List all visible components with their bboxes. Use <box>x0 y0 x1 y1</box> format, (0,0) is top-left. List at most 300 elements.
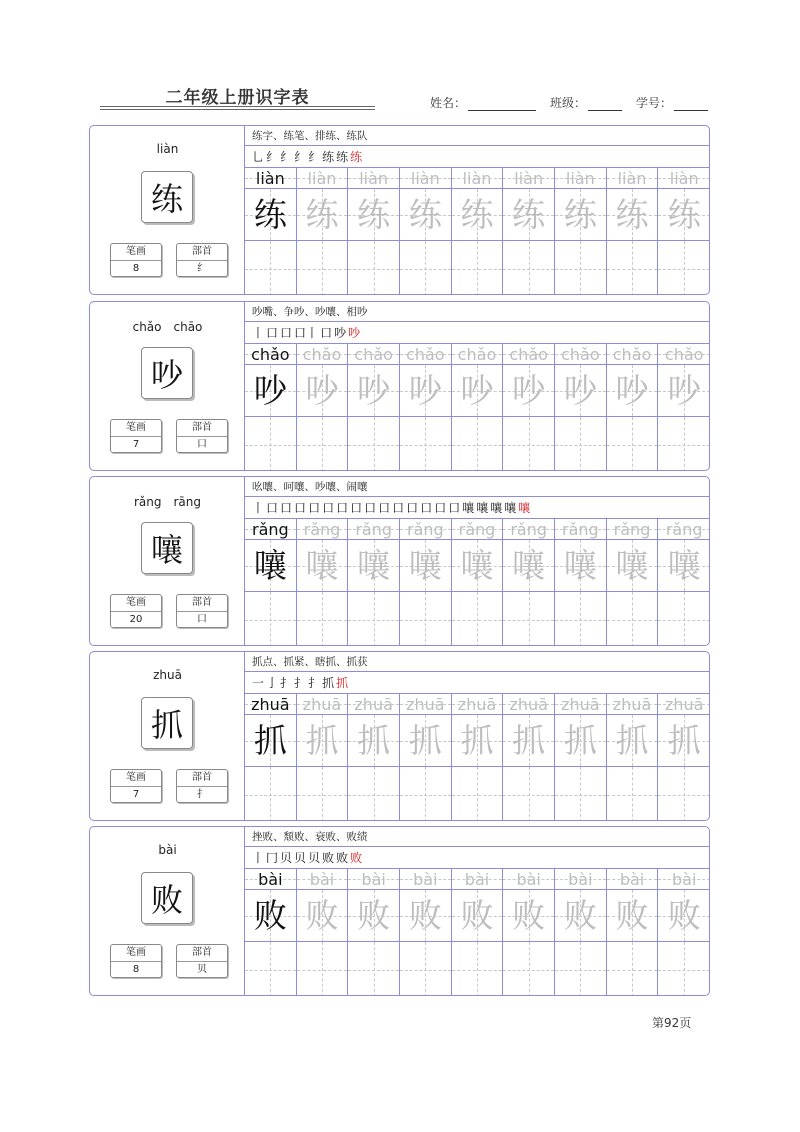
practice-character-cell[interactable] <box>400 540 451 592</box>
stroke-step: 嚷 <box>476 501 489 515</box>
radical-box <box>176 944 228 978</box>
stroke-step: 口 <box>336 501 349 515</box>
practice-pinyin: rǎng <box>510 520 548 539</box>
strokes-box <box>110 769 162 803</box>
practice-pinyin-cell[interactable] <box>607 869 658 890</box>
practice-pinyin-cell[interactable] <box>658 344 710 365</box>
practice-character: 败 <box>512 896 546 935</box>
practice-pinyin: zhuā <box>664 695 704 714</box>
practice-character: 嚷 <box>357 546 391 585</box>
blank-writing-cell[interactable] <box>658 417 710 471</box>
practice-character-cell[interactable] <box>452 189 503 241</box>
practice-column <box>400 869 452 996</box>
strokes-value: 7 <box>132 789 140 800</box>
practice-character: 抓 <box>253 721 287 760</box>
practice-column <box>607 344 659 471</box>
practice-column <box>555 519 607 646</box>
practice-grid <box>245 869 710 996</box>
blank-writing-cell[interactable] <box>297 417 348 471</box>
blank-writing-cell[interactable] <box>400 241 451 295</box>
stroke-order <box>245 322 710 344</box>
practice-column <box>503 168 555 295</box>
blank-writing-cell[interactable] <box>348 942 399 996</box>
practice-pinyin-cell[interactable] <box>555 344 606 365</box>
practice-pinyin: rǎng <box>406 520 444 539</box>
practice-character-cell[interactable] <box>348 890 399 942</box>
strokes-value: 20 <box>129 614 143 625</box>
practice-column <box>607 869 659 996</box>
practice-pinyin-cell[interactable] <box>607 694 658 715</box>
practice-character-cell[interactable] <box>297 715 348 767</box>
practice-column <box>245 694 297 821</box>
stroke-step: 口 <box>364 501 377 515</box>
practice-pinyin-cell[interactable] <box>297 869 348 890</box>
card-info-panel <box>90 302 245 470</box>
practice-column <box>297 694 349 821</box>
character-card <box>89 301 710 471</box>
practice-pinyin-cell[interactable] <box>503 168 554 189</box>
page-number: 第92页 <box>652 1016 692 1030</box>
stroke-step: 冂 <box>266 851 279 865</box>
practice-pinyin-cell[interactable] <box>245 168 296 189</box>
character-card <box>89 826 710 996</box>
stroke-step: 口 <box>280 501 293 515</box>
blank-writing-cell[interactable] <box>555 942 606 996</box>
practice-column <box>658 694 710 821</box>
practice-character: 吵 <box>357 371 391 410</box>
stroke-step: 口 <box>420 501 433 515</box>
stroke-step: 练 <box>350 150 363 164</box>
stroke-order <box>245 497 710 519</box>
practice-character-cell[interactable] <box>245 715 296 767</box>
card-info-panel <box>90 126 245 294</box>
practice-character-cell[interactable] <box>555 189 606 241</box>
blank-writing-cell[interactable] <box>245 592 296 646</box>
practice-pinyin-cell[interactable] <box>555 519 606 540</box>
practice-character: 练 <box>563 195 597 234</box>
practice-pinyin-cell[interactable] <box>245 344 296 365</box>
blank-writing-cell[interactable] <box>245 241 296 295</box>
stroke-step: 扌 <box>294 676 307 690</box>
practice-pinyin-cell[interactable] <box>658 519 710 540</box>
stroke-step: 扌 <box>280 676 293 690</box>
practice-character: 败 <box>667 896 701 935</box>
practice-character-cell[interactable] <box>658 890 710 942</box>
practice-character-cell[interactable] <box>503 365 554 417</box>
practice-pinyin-cell[interactable] <box>348 168 399 189</box>
practice-pinyin-cell[interactable] <box>297 344 348 365</box>
practice-pinyin-cell[interactable] <box>607 344 658 365</box>
practice-pinyin-cell[interactable] <box>400 344 451 365</box>
example-words: 吆嚷、呵嚷、吵嚷、闹嚷 <box>245 477 710 497</box>
practice-character: 败 <box>615 896 649 935</box>
practice-character: 败 <box>357 896 391 935</box>
practice-column <box>555 869 607 996</box>
practice-character-cell[interactable] <box>297 189 348 241</box>
blank-writing-cell[interactable] <box>452 942 503 996</box>
blank-writing-cell[interactable] <box>607 241 658 295</box>
practice-pinyin: liàn <box>669 169 699 188</box>
practice-pinyin-cell[interactable] <box>297 519 348 540</box>
practice-pinyin: rǎng <box>665 520 703 539</box>
practice-pinyin-cell[interactable] <box>348 869 399 890</box>
class-blank[interactable] <box>588 98 622 111</box>
practice-character: 嚷 <box>253 546 287 585</box>
practice-column <box>503 519 555 646</box>
radical-box <box>176 594 228 628</box>
practice-character: 败 <box>408 896 442 935</box>
strokes-label: 笔画 <box>111 244 161 261</box>
practice-pinyin-cell[interactable] <box>452 694 503 715</box>
practice-character: 败 <box>253 896 287 935</box>
practice-character: 练 <box>667 195 701 234</box>
blank-writing-cell[interactable] <box>607 942 658 996</box>
stroke-step: 口 <box>266 326 279 340</box>
practice-character-cell[interactable] <box>503 189 554 241</box>
practice-pinyin: bài <box>619 870 645 889</box>
practice-pinyin-cell[interactable] <box>607 168 658 189</box>
practice-character-cell[interactable] <box>658 365 710 417</box>
practice-column <box>297 869 349 996</box>
name-blank[interactable] <box>468 98 536 111</box>
practice-character: 抓 <box>408 721 442 760</box>
practice-pinyin-cell[interactable] <box>555 869 606 890</box>
practice-pinyin-cell[interactable] <box>245 869 296 890</box>
practice-pinyin-cell[interactable] <box>452 168 503 189</box>
blank-writing-cell[interactable] <box>452 592 503 646</box>
strokes-box <box>110 243 162 277</box>
blank-writing-cell[interactable] <box>452 767 503 821</box>
practice-pinyin-cell[interactable] <box>348 694 399 715</box>
practice-character-cell[interactable] <box>658 715 710 767</box>
practice-pinyin: rǎng <box>251 520 289 539</box>
card-info-panel <box>90 477 245 645</box>
practice-character: 练 <box>408 195 442 234</box>
radical-box <box>176 243 228 277</box>
practice-pinyin-cell[interactable] <box>503 694 554 715</box>
blank-writing-cell[interactable] <box>658 592 710 646</box>
stroke-step: 口 <box>266 501 279 515</box>
practice-character-cell[interactable] <box>297 540 348 592</box>
stroke-step: 纟 <box>294 150 307 164</box>
practice-grid <box>245 694 710 821</box>
practice-character: 练 <box>357 195 391 234</box>
stroke-step: 亅 <box>266 676 279 690</box>
practice-character-cell[interactable] <box>607 715 658 767</box>
practice-column <box>245 168 297 295</box>
stroke-order <box>245 847 710 869</box>
practice-character-cell[interactable] <box>658 189 710 241</box>
practice-character-cell[interactable] <box>555 890 606 942</box>
practice-character-cell[interactable] <box>400 890 451 942</box>
practice-character-cell[interactable] <box>555 715 606 767</box>
stroke-step: 口 <box>308 501 321 515</box>
practice-pinyin: chǎo <box>406 345 445 364</box>
practice-character-cell[interactable] <box>607 540 658 592</box>
practice-character-cell[interactable] <box>452 365 503 417</box>
practice-pinyin-cell[interactable] <box>400 519 451 540</box>
stroke-step: 口 <box>320 326 333 340</box>
practice-pinyin-cell[interactable] <box>555 694 606 715</box>
practice-column <box>348 694 400 821</box>
practice-column <box>607 168 659 295</box>
practice-character-cell[interactable] <box>245 540 296 592</box>
practice-character: 吵 <box>460 371 494 410</box>
stroke-order <box>245 146 710 168</box>
practice-character: 嚷 <box>563 546 597 585</box>
practice-character-cell[interactable] <box>245 365 296 417</box>
practice-pinyin: bài <box>258 870 283 889</box>
card-pinyin: chǎo chāo <box>132 320 203 334</box>
practice-pinyin: zhuā <box>561 695 600 714</box>
practice-pinyin-cell[interactable] <box>297 168 348 189</box>
practice-character: 败 <box>460 896 494 935</box>
blank-writing-cell[interactable] <box>245 767 296 821</box>
practice-character-cell[interactable] <box>503 715 554 767</box>
blank-writing-cell[interactable] <box>503 592 554 646</box>
card-info-panel <box>90 652 245 820</box>
strokes-box <box>110 594 162 628</box>
blank-writing-cell[interactable] <box>400 417 451 471</box>
practice-pinyin-cell[interactable] <box>607 519 658 540</box>
stroke-step: 抓 <box>336 676 349 690</box>
practice-pinyin: liàn <box>359 169 389 188</box>
practice-character-cell[interactable] <box>607 365 658 417</box>
radical-label: 部首 <box>177 595 227 612</box>
practice-column <box>607 694 659 821</box>
practice-pinyin-cell[interactable] <box>452 344 503 365</box>
practice-pinyin: rǎng <box>562 520 599 539</box>
practice-character-cell[interactable] <box>297 365 348 417</box>
blank-writing-cell[interactable] <box>348 592 399 646</box>
strokes-label: 笔画 <box>111 420 161 437</box>
practice-pinyin-cell[interactable] <box>658 694 710 715</box>
practice-column <box>400 519 452 646</box>
blank-writing-cell[interactable] <box>348 417 399 471</box>
practice-pinyin-cell[interactable] <box>400 694 451 715</box>
practice-pinyin: liàn <box>617 169 647 188</box>
practice-character-cell[interactable] <box>400 189 451 241</box>
practice-grid <box>245 344 710 471</box>
card-pinyin: bài <box>158 843 177 857</box>
practice-character-cell[interactable] <box>245 890 296 942</box>
practice-pinyin-cell[interactable] <box>658 168 710 189</box>
practice-pinyin-cell[interactable] <box>348 344 399 365</box>
card-character: 抓 <box>141 697 193 749</box>
practice-character-cell[interactable] <box>400 715 451 767</box>
stroke-step: 丨 <box>252 851 265 865</box>
practice-column <box>348 519 400 646</box>
blank-writing-cell[interactable] <box>503 241 554 295</box>
practice-character: 吵 <box>253 371 287 410</box>
blank-writing-cell[interactable] <box>503 417 554 471</box>
practice-pinyin-cell[interactable] <box>503 869 554 890</box>
radical-value: 纟 <box>197 263 207 274</box>
blank-writing-cell[interactable] <box>607 767 658 821</box>
stroke-step: 贝 <box>308 851 321 865</box>
blank-writing-cell[interactable] <box>555 767 606 821</box>
blank-writing-cell[interactable] <box>297 592 348 646</box>
radical-box <box>176 419 228 453</box>
practice-character-cell[interactable] <box>607 890 658 942</box>
practice-character: 练 <box>512 195 546 234</box>
example-words: 挫败、颓败、衰败、败绩 <box>245 827 710 847</box>
practice-column <box>400 344 452 471</box>
practice-pinyin: bài <box>309 870 335 889</box>
practice-character-cell[interactable] <box>297 890 348 942</box>
practice-pinyin-cell[interactable] <box>452 869 503 890</box>
blank-writing-cell[interactable] <box>400 592 451 646</box>
student-id-blank[interactable] <box>674 98 708 111</box>
radical-value: 口 <box>197 614 207 625</box>
blank-writing-cell[interactable] <box>452 241 503 295</box>
strokes-box <box>110 944 162 978</box>
practice-pinyin: rǎng <box>613 520 651 539</box>
blank-writing-cell[interactable] <box>297 767 348 821</box>
practice-character-cell[interactable] <box>245 189 296 241</box>
blank-writing-cell[interactable] <box>400 942 451 996</box>
practice-pinyin: bài <box>361 870 386 889</box>
practice-character-cell[interactable] <box>658 540 710 592</box>
practice-pinyin: bài <box>671 870 697 889</box>
practice-pinyin: liàn <box>255 169 285 188</box>
practice-pinyin-cell[interactable] <box>400 168 451 189</box>
card-practice-panel <box>245 827 710 995</box>
blank-writing-cell[interactable] <box>400 767 451 821</box>
practice-pinyin-cell[interactable] <box>555 168 606 189</box>
practice-character: 抓 <box>305 721 339 760</box>
card-practice-panel <box>245 126 710 294</box>
practice-character: 抓 <box>615 721 649 760</box>
practice-character: 吵 <box>408 371 442 410</box>
practice-character: 抓 <box>357 721 391 760</box>
practice-column <box>658 168 710 295</box>
practice-character: 败 <box>305 896 339 935</box>
practice-column <box>503 869 555 996</box>
stroke-step: 嚷 <box>518 501 531 515</box>
strokes-box <box>110 419 162 453</box>
practice-character: 嚷 <box>460 546 494 585</box>
blank-writing-cell[interactable] <box>658 241 710 295</box>
blank-writing-cell[interactable] <box>658 942 710 996</box>
practice-column <box>658 869 710 996</box>
practice-character-cell[interactable] <box>348 365 399 417</box>
practice-character-cell[interactable] <box>348 189 399 241</box>
stroke-step: 败 <box>350 851 363 865</box>
blank-writing-cell[interactable] <box>658 767 710 821</box>
stroke-step: 口 <box>280 326 293 340</box>
practice-character-cell[interactable] <box>503 540 554 592</box>
practice-character: 抓 <box>563 721 597 760</box>
practice-pinyin: chǎo <box>509 345 548 364</box>
blank-writing-cell[interactable] <box>503 942 554 996</box>
practice-pinyin-cell[interactable] <box>245 694 296 715</box>
practice-character: 吵 <box>563 371 597 410</box>
practice-character-cell[interactable] <box>452 890 503 942</box>
stroke-step: 一 <box>252 676 265 690</box>
blank-writing-cell[interactable] <box>297 942 348 996</box>
practice-pinyin-cell[interactable] <box>245 519 296 540</box>
practice-character: 练 <box>460 195 494 234</box>
practice-column <box>452 869 504 996</box>
practice-pinyin-cell[interactable] <box>348 519 399 540</box>
practice-pinyin: zhuā <box>302 695 342 714</box>
practice-pinyin-cell[interactable] <box>503 519 554 540</box>
practice-character-cell[interactable] <box>452 715 503 767</box>
blank-writing-cell[interactable] <box>555 417 606 471</box>
radical-value: 贝 <box>197 964 207 975</box>
practice-character-cell[interactable] <box>400 365 451 417</box>
strokes-value: 8 <box>132 263 140 274</box>
stroke-step: 贝 <box>280 851 293 865</box>
practice-pinyin-cell[interactable] <box>400 869 451 890</box>
practice-character: 抓 <box>512 721 546 760</box>
blank-writing-cell[interactable] <box>555 241 606 295</box>
practice-pinyin: rǎng <box>303 520 341 539</box>
stroke-step: 练 <box>322 150 335 164</box>
practice-character: 吵 <box>615 371 649 410</box>
practice-column <box>555 168 607 295</box>
practice-pinyin: liàn <box>462 169 492 188</box>
blank-writing-cell[interactable] <box>348 241 399 295</box>
practice-character-cell[interactable] <box>503 890 554 942</box>
practice-character-cell[interactable] <box>607 189 658 241</box>
practice-pinyin: zhuā <box>251 695 290 714</box>
blank-writing-cell[interactable] <box>555 592 606 646</box>
practice-pinyin-cell[interactable] <box>658 869 710 890</box>
practice-pinyin-cell[interactable] <box>297 694 348 715</box>
stroke-step: 嚷 <box>490 501 503 515</box>
radical-box <box>176 769 228 803</box>
blank-writing-cell[interactable] <box>607 417 658 471</box>
practice-pinyin: zhuā <box>612 695 652 714</box>
stroke-step: 口丨 <box>294 326 319 340</box>
blank-writing-cell[interactable] <box>607 592 658 646</box>
practice-character-cell[interactable] <box>555 540 606 592</box>
practice-pinyin: chǎo <box>251 345 290 364</box>
practice-character-cell[interactable] <box>348 715 399 767</box>
practice-column <box>503 694 555 821</box>
blank-writing-cell[interactable] <box>245 942 296 996</box>
practice-character-cell[interactable] <box>348 540 399 592</box>
practice-column <box>555 694 607 821</box>
radical-label: 部首 <box>177 770 227 787</box>
blank-writing-cell[interactable] <box>297 241 348 295</box>
stroke-step: 丨 <box>252 501 265 515</box>
stroke-step: 吵 <box>334 326 347 340</box>
practice-character: 嚷 <box>512 546 546 585</box>
character-card <box>89 651 710 821</box>
practice-character-cell[interactable] <box>555 365 606 417</box>
card-pinyin: rǎng rāng <box>133 495 202 509</box>
blank-writing-cell[interactable] <box>245 417 296 471</box>
blank-writing-cell[interactable] <box>348 767 399 821</box>
student-id-label: 学号： <box>636 96 673 110</box>
radical-value: 扌 <box>197 789 207 800</box>
practice-character-cell[interactable] <box>452 540 503 592</box>
example-words: 抓点、抓紧、瞎抓、抓获 <box>245 652 710 672</box>
blank-writing-cell[interactable] <box>452 417 503 471</box>
stroke-step: 口 <box>434 501 447 515</box>
stroke-step: 纟 <box>280 150 293 164</box>
practice-grid <box>245 519 710 646</box>
practice-pinyin-cell[interactable] <box>452 519 503 540</box>
stroke-step: 嚷 <box>504 501 517 515</box>
practice-pinyin-cell[interactable] <box>503 344 554 365</box>
blank-writing-cell[interactable] <box>503 767 554 821</box>
stroke-step: 口 <box>350 501 363 515</box>
title-underline-double <box>100 109 375 110</box>
